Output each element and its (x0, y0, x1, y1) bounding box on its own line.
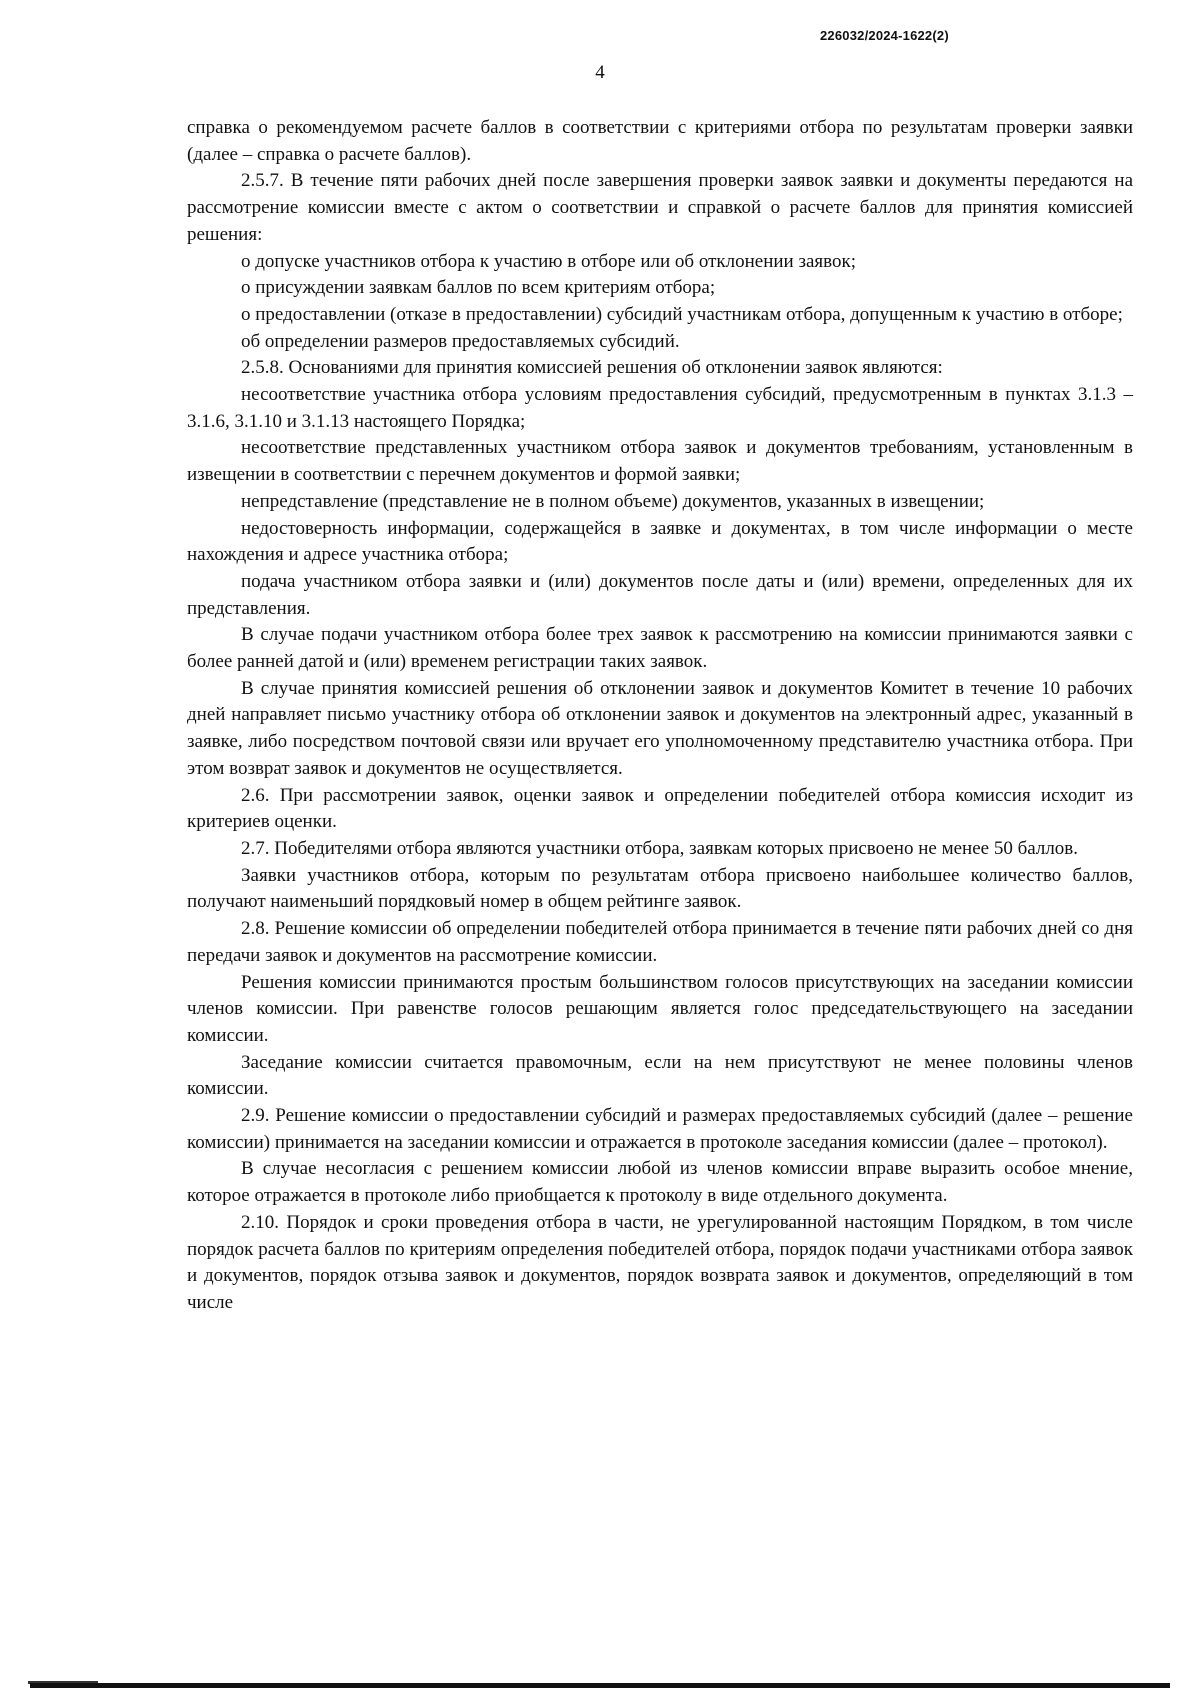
paragraph: 2.10. Порядок и сроки проведения отбора в части, не урегулированной настоящим Порядком, в том числе порядок расчета баллов по критериям определения победителей отбора, порядок подачи участниками отбора заявок и документов, порядок отзыва заявок и документов, порядок возврата заявок и документов, определяющий в том числе (187, 1211, 1133, 1313)
paragraph: о предоставлении (отказе в предоставлении) субсидий участникам отбора, допущенным к участию в отборе; (241, 303, 1123, 325)
paragraph: В случае принятия комиссией решения об отклонении заявок и документов Комитет в течение 10 рабочих дней направляет письмо участнику отбора об отклонении заявок и документов на электронный адрес, указанный в заявке, либо посредством почтовой связи или вручает его уполномоченному представителю участника отбора. При этом возврат заявок и документов не осуществляется. (187, 677, 1133, 779)
page-number: 4 (595, 62, 605, 83)
paragraph: Решения комиссии принимаются простым большинством голосов присутствующих на заседании комиссии членов комиссии. При равенстве голосов решающим является голос председательствующего на заседании комиссии. (187, 971, 1133, 1046)
paragraph: 2.5.8. Основаниями для принятия комиссией решения об отклонении заявок являются: (241, 357, 943, 379)
paragraph: недостоверность информации, содержащейся в заявке и документах, в том числе информации о месте нахождения и адресе участника отбора; (187, 517, 1133, 566)
paragraph: несоответствие участника отбора условиям предоставления субсидий, предусмотренным в пунктах 3.1.3 – 3.1.6, 3.1.10 и 3.1.13 настоящего Порядка; (187, 384, 1133, 432)
paragraph: о допуске участников отбора к участию в отборе или об отклонении заявок; (241, 250, 856, 272)
paragraph: 2.5.7. В течение пяти рабочих дней после завершения проверки заявок заявки и документы передаются на рассмотрение комиссии вместе с актом о соответствии и справкой о расчете баллов для принятия комиссией решения: (187, 170, 1133, 245)
paragraph: несоответствие представленных участником отбора заявок и документов требованиям, установленным в извещении в соответствии с перечнем документов и формой заявки; (187, 437, 1133, 486)
paragraph: об определении размеров предоставляемых субсидий. (241, 330, 680, 352)
paragraph: 2.9. Решение комиссии о предоставлении субсидий и размерах предоставляемых субсидий (далее – решение комиссии) принимается на заседании комиссии и отражается в протоколе заседания комиссии (далее – протокол). (187, 1105, 1133, 1153)
paragraph: 2.6. При рассмотрении заявок, оценки заявок и определении победителей отбора комиссия исходит из критериев оценки. (187, 784, 1133, 833)
paragraph: В случае подачи участником отбора более трех заявок к рассмотрению на комиссии принимаются заявки с более ранней датой и (или) временем регистрации таких заявок. (187, 624, 1133, 673)
registration-number: 226032/2024-1622(2) (820, 28, 949, 43)
paragraph: 2.7. Победителями отбора являются участники отбора, заявкам которых присвоено не менее 50 баллов. (241, 837, 1079, 859)
document-body (187, 115, 1133, 1317)
paragraph: Заседание комиссии считается правомочным, если на нем присутствуют не менее половины членов комиссии. (187, 1051, 1133, 1100)
bottom-border-line (30, 1683, 1170, 1688)
paragraph: Заявки участников отбора, которым по результатам отбора присвоено наибольшее количество баллов, получают наименьший порядковый номер в общем рейтинге заявок. (187, 864, 1133, 913)
paragraph: подача участником отбора заявки и (или) документов после даты и (или) времени, определенных для их представления. (187, 570, 1133, 619)
paragraph: непредставление (представление не в полном объеме) документов, указанных в извещении; (241, 490, 985, 512)
paragraph: о присуждении заявкам баллов по всем критериям отбора; (241, 277, 716, 299)
paragraph: справка о рекомендуемом расчете баллов в соответствии с критериями отбора по результатам проверки заявки (далее – справка о расчете баллов). (187, 117, 1133, 165)
paragraph: 2.8. Решение комиссии об определении победителей отбора принимается в течение пяти рабочих дней со дня передачи заявок и документов на рассмотрение комиссии. (187, 918, 1133, 966)
paragraph: В случае несогласия с решением комиссии любой из членов комиссии вправе выразить особое мнение, которое отражается в протоколе либо приобщается к протоколу в виде отдельного документа. (187, 1158, 1133, 1207)
